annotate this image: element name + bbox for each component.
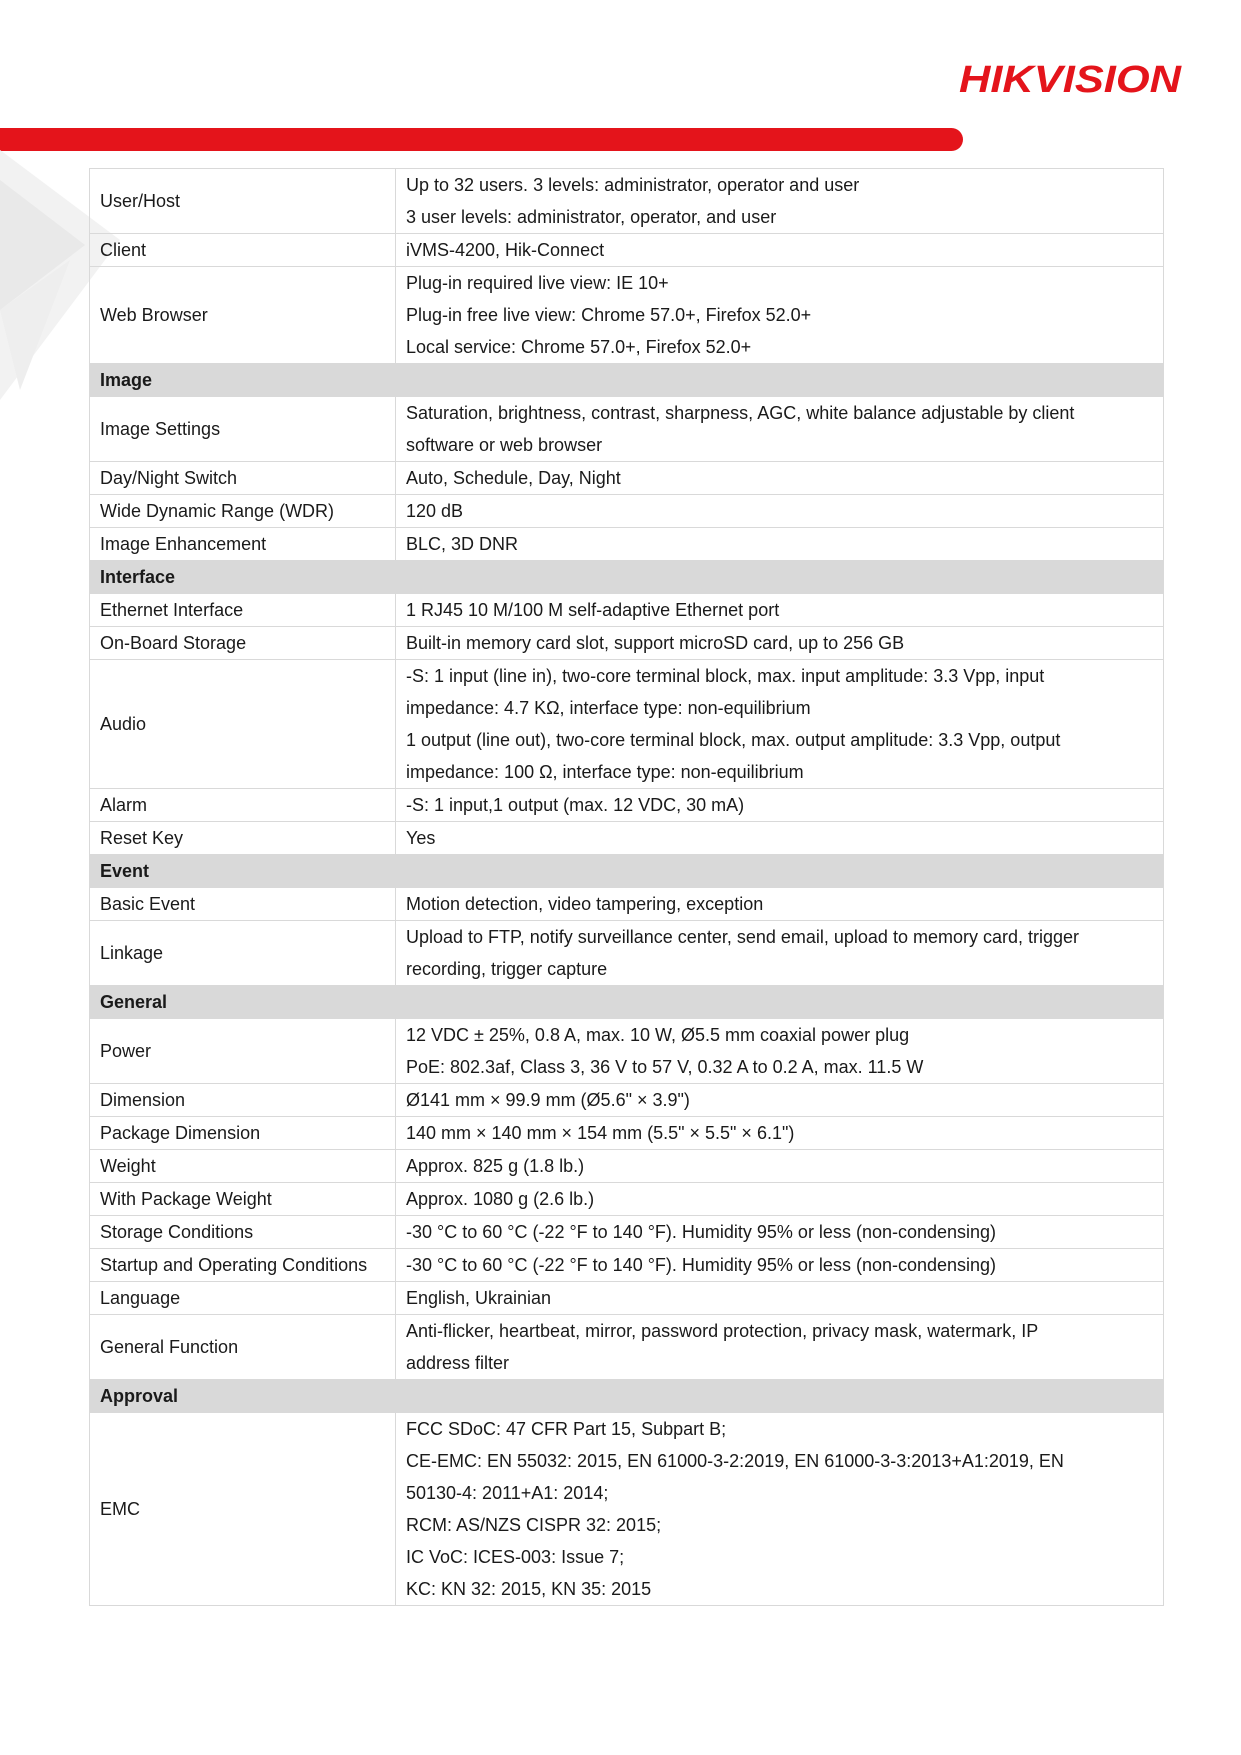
spec-value: [396, 1216, 1164, 1249]
spec-value-line: CE-EMC: EN 55032: 2015, EN 61000-3-2:2019, EN 61000-3-3:2013+A1:2019, EN: [406, 1451, 1064, 1471]
spec-value-line: -30 °C to 60 °C (-22 °F to 140 °F). Humidity 95% or less (non-condensing): [406, 1222, 997, 1242]
section-title: General: [90, 986, 1164, 1019]
spec-label: Linkage: [90, 921, 396, 986]
spec-row: [90, 660, 1164, 789]
spec-value-line: Local service: Chrome 57.0+, Firefox 52.0+: [406, 337, 752, 357]
spec-value: [396, 397, 1164, 462]
spec-row: [90, 789, 1164, 822]
spec-value: [396, 267, 1164, 364]
spec-label: User/Host: [90, 169, 396, 234]
spec-row: [90, 495, 1164, 528]
spec-label: Audio: [90, 660, 396, 789]
section-header-row: [90, 855, 1164, 888]
spec-value-line: 140 mm × 140 mm × 154 mm (5.5" × 5.5" × 6.1"): [406, 1123, 795, 1143]
header-red-bar: [0, 128, 963, 151]
spec-row: [90, 169, 1164, 234]
spec-value-line: BLC, 3D DNR: [406, 534, 519, 554]
spec-value-line: FCC SDoC: 47 CFR Part 15, Subpart B;: [406, 1419, 727, 1439]
spec-row: [90, 594, 1164, 627]
spec-label: Reset Key: [90, 822, 396, 855]
spec-label: Image Settings: [90, 397, 396, 462]
spec-value-line: 1 RJ45 10 M/100 M self-adaptive Ethernet port: [406, 600, 780, 620]
spec-value: [396, 234, 1164, 267]
spec-row: [90, 627, 1164, 660]
spec-row: [90, 1117, 1164, 1150]
spec-row: [90, 1282, 1164, 1315]
spec-row: [90, 1084, 1164, 1117]
spec-label: Client: [90, 234, 396, 267]
spec-value: [396, 1019, 1164, 1084]
spec-value-line: RCM: AS/NZS CISPR 32: 2015;: [406, 1515, 662, 1535]
spec-label: Wide Dynamic Range (WDR): [90, 495, 396, 528]
spec-label: With Package Weight: [90, 1183, 396, 1216]
spec-value: [396, 627, 1164, 660]
spec-value-line: -S: 1 input (line in), two-core terminal block, max. input amplitude: 3.3 Vpp, input: [406, 666, 1045, 686]
spec-value: [396, 822, 1164, 855]
section-header-row: [90, 986, 1164, 1019]
spec-row: [90, 1413, 1164, 1606]
spec-label: Dimension: [90, 1084, 396, 1117]
spec-value-line: Approx. 1080 g (2.6 lb.): [406, 1189, 595, 1209]
spec-value: [396, 888, 1164, 921]
spec-table: [89, 168, 1164, 1606]
spec-value-line: iVMS-4200, Hik-Connect: [406, 240, 605, 260]
spec-label: Power: [90, 1019, 396, 1084]
spec-value-line: KC: KN 32: 2015, KN 35: 2015: [406, 1579, 652, 1599]
spec-value: [396, 1084, 1164, 1117]
section-title: Event: [90, 855, 1164, 888]
spec-value-line: Up to 32 users. 3 levels: administrator, operator and user: [406, 175, 860, 195]
spec-label: Alarm: [90, 789, 396, 822]
spec-value-line: impedance: 100 Ω, interface type: non-equilibrium: [406, 762, 804, 782]
spec-value-line: Approx. 825 g (1.8 lb.): [406, 1156, 585, 1176]
spec-value-line: Auto, Schedule, Day, Night: [406, 468, 621, 488]
spec-label: Web Browser: [90, 267, 396, 364]
spec-value: [396, 495, 1164, 528]
spec-value-line: Plug-in free live view: Chrome 57.0+, Firefox 52.0+: [406, 305, 812, 325]
spec-value-line: Anti-flicker, heartbeat, mirror, password protection, privacy mask, watermark, IP: [406, 1321, 1039, 1341]
spec-row: [90, 528, 1164, 561]
spec-label: Image Enhancement: [90, 528, 396, 561]
spec-value: [396, 528, 1164, 561]
spec-value: [396, 1117, 1164, 1150]
spec-row: [90, 1183, 1164, 1216]
spec-value-line: Saturation, brightness, contrast, sharpness, AGC, white balance adjustable by client: [406, 403, 1075, 423]
spec-row: [90, 267, 1164, 364]
spec-value-line: -S: 1 input,1 output (max. 12 VDC, 30 mA): [406, 795, 745, 815]
spec-label: Language: [90, 1282, 396, 1315]
spec-row: [90, 1315, 1164, 1380]
spec-label: Startup and Operating Conditions: [90, 1249, 396, 1282]
spec-value: [396, 921, 1164, 986]
spec-label: Ethernet Interface: [90, 594, 396, 627]
spec-value-line: 3 user levels: administrator, operator, and user: [406, 207, 777, 227]
section-title: Interface: [90, 561, 1164, 594]
spec-value: [396, 660, 1164, 789]
spec-value-line: IC VoC: ICES-003: Issue 7;: [406, 1547, 625, 1567]
spec-row: [90, 1019, 1164, 1084]
spec-value: [396, 462, 1164, 495]
spec-value: [396, 1282, 1164, 1315]
section-header-row: [90, 1380, 1164, 1413]
spec-table-body: [90, 169, 1164, 1606]
spec-label: Weight: [90, 1150, 396, 1183]
spec-value-line: recording, trigger capture: [406, 959, 608, 979]
section-title: Approval: [90, 1380, 1164, 1413]
spec-row: [90, 1150, 1164, 1183]
spec-value-line: Motion detection, video tampering, exception: [406, 894, 764, 914]
spec-value-line: impedance: 4.7 KΩ, interface type: non-equilibrium: [406, 698, 811, 718]
spec-value: [396, 169, 1164, 234]
spec-label: Package Dimension: [90, 1117, 396, 1150]
spec-value: [396, 1150, 1164, 1183]
spec-value: [396, 1413, 1164, 1606]
spec-value: [396, 789, 1164, 822]
spec-value-line: English, Ukrainian: [406, 1288, 552, 1308]
spec-value-line: 12 VDC ± 25%, 0.8 A, max. 10 W, Ø5.5 mm coaxial power plug: [406, 1025, 910, 1045]
hikvision-logo-mark: [957, 52, 1187, 104]
spec-label: Day/Night Switch: [90, 462, 396, 495]
spec-row: [90, 888, 1164, 921]
spec-row: [90, 234, 1164, 267]
spec-label: Storage Conditions: [90, 1216, 396, 1249]
spec-value-line: PoE: 802.3af, Class 3, 36 V to 57 V, 0.32 A to 0.2 A, max. 11.5 W: [406, 1057, 924, 1077]
spec-row: [90, 397, 1164, 462]
section-header-row: [90, 364, 1164, 397]
spec-value: [396, 594, 1164, 627]
spec-label: General Function: [90, 1315, 396, 1380]
spec-label: Basic Event: [90, 888, 396, 921]
spec-value-line: Upload to FTP, notify surveillance center, send email, upload to memory card, trigger: [406, 927, 1079, 947]
spec-value-line: software or web browser: [406, 435, 603, 455]
spec-label: On-Board Storage: [90, 627, 396, 660]
spec-row: [90, 822, 1164, 855]
spec-value: [396, 1183, 1164, 1216]
hikvision-logo: [957, 52, 1187, 104]
spec-row: [90, 921, 1164, 986]
spec-label: EMC: [90, 1413, 396, 1606]
spec-row: [90, 1249, 1164, 1282]
spec-value: [396, 1315, 1164, 1380]
spec-value-line: 1 output (line out), two-core terminal block, max. output amplitude: 3.3 Vpp, output: [406, 730, 1061, 750]
spec-value-line: Built-in memory card slot, support microSD card, up to 256 GB: [406, 633, 905, 653]
spec-value: [396, 1249, 1164, 1282]
section-header-row: [90, 561, 1164, 594]
spec-value-line: Plug-in required live view: IE 10+: [406, 273, 669, 293]
spec-value-line: -30 °C to 60 °C (-22 °F to 140 °F). Humidity 95% or less (non-condensing): [406, 1255, 997, 1275]
spec-value-line: Yes: [406, 828, 436, 848]
spec-row: [90, 462, 1164, 495]
spec-value-line: 120 dB: [406, 501, 464, 521]
svg-text:HIKVISION: HIKVISION: [959, 59, 1183, 101]
spec-value-line: address filter: [406, 1353, 510, 1373]
section-title: Image: [90, 364, 1164, 397]
spec-value-line: Ø141 mm × 99.9 mm (Ø5.6" × 3.9"): [406, 1090, 690, 1110]
spec-row: [90, 1216, 1164, 1249]
spec-value-line: 50130-4: 2011+A1: 2014;: [406, 1483, 609, 1503]
